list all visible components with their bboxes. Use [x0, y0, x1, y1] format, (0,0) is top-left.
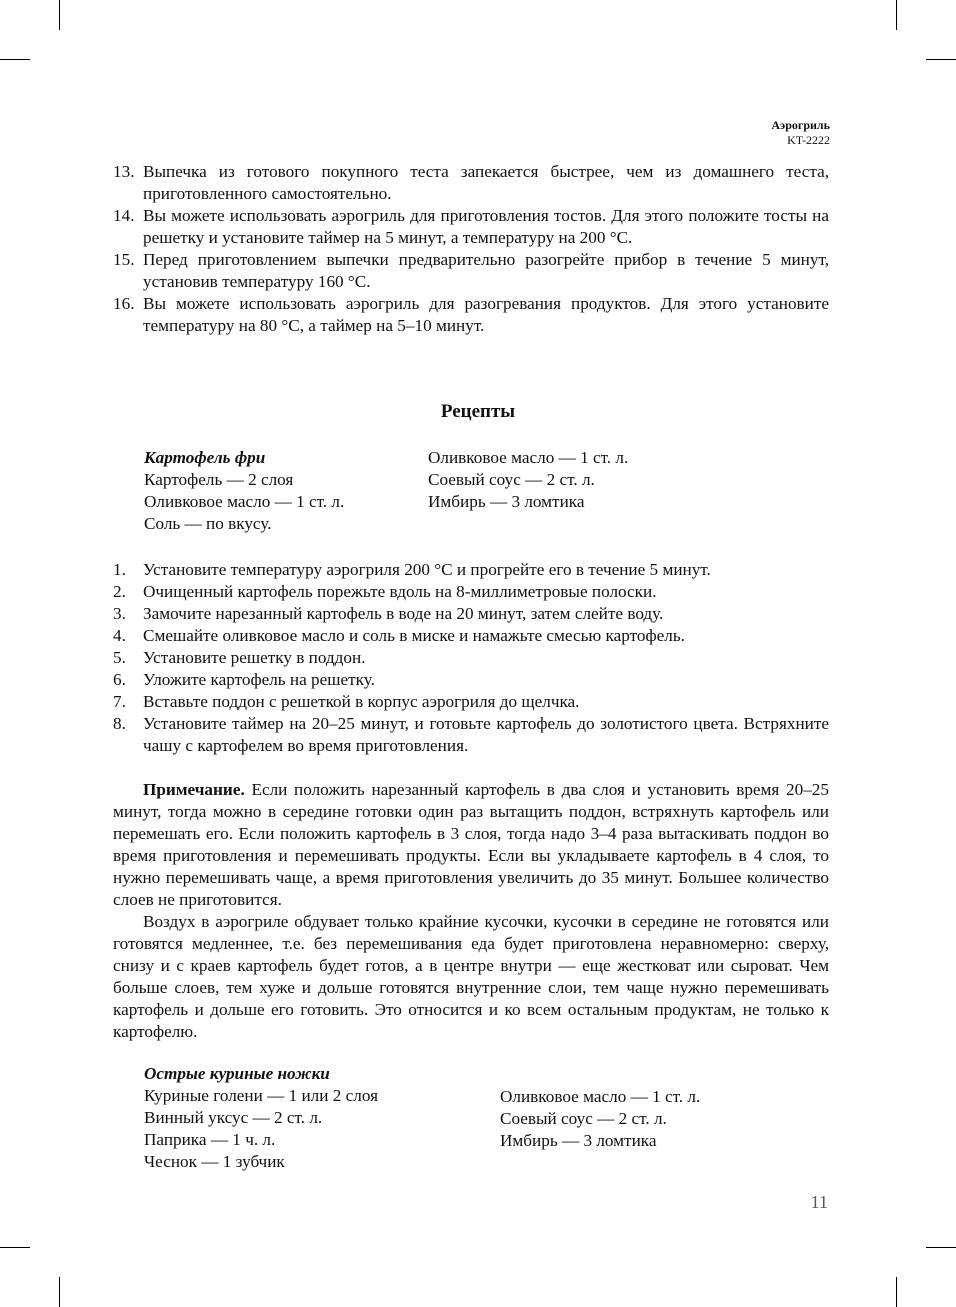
crop-mark [926, 1247, 956, 1248]
steps-list [113, 559, 829, 757]
ingredient: Соевый соус — 2 ст. л. [428, 470, 595, 489]
ingredient: Оливковое масло — 1 ст. л. [144, 492, 345, 511]
step-number: 4. [113, 626, 126, 645]
ingredient: Оливковое масло — 1 ст. л. [428, 448, 629, 467]
list-item [113, 205, 829, 249]
step-text: Вставьте поддон с решеткой в корпус аэрогриля до щелчка. [143, 692, 580, 711]
step-number: 3. [113, 604, 126, 623]
list-item [113, 669, 829, 691]
list-item [113, 647, 829, 669]
ingredient: Чеснок — 1 зубчик [144, 1152, 285, 1171]
ingredient: Имбирь — 3 ломтика [500, 1131, 657, 1150]
item-number: 14. [113, 206, 135, 225]
crop-mark [896, 0, 897, 30]
item-text: Вы можете использовать аэрогриль для разогревания продуктов. Для этого установите температуру на 80 °С, а таймер на 5–10 минут. [143, 294, 829, 335]
step-text: Смешайте оливковое масло и соль в миске и намажьте смесью картофель. [143, 626, 685, 645]
crop-mark [0, 1247, 30, 1248]
step-number: 5. [113, 648, 126, 667]
ingredient: Винный уксус — 2 ст. л. [144, 1108, 323, 1127]
ingredient: Куриные голени — 1 или 2 слоя [144, 1086, 379, 1105]
step-text: Уложите картофель на решетку. [143, 670, 375, 689]
running-header [771, 118, 830, 148]
ingredients-column-right [500, 1086, 700, 1173]
step-text: Установите температуру аэрогриля 200 °С и прогрейте его в течение 5 минут. [143, 560, 711, 579]
item-text: Вы можете использовать аэрогриль для приготовления тостов. Для этого положите тосты на решетку и установите таймер на 5 минут, а температуру на 200 °С. [143, 206, 829, 247]
step-text: Установите решетку в поддон. [143, 648, 366, 667]
header-model: KT-2222 [787, 133, 830, 147]
list-item [113, 161, 829, 205]
tips-list [113, 161, 829, 337]
list-item [113, 293, 829, 337]
list-item [113, 713, 829, 757]
step-text: Замочите нарезанный картофель в воде на 20 минут, затем слейте воду. [143, 604, 664, 623]
step-number: 6. [113, 670, 126, 689]
ingredients-column-left [144, 469, 428, 535]
crop-mark [926, 59, 956, 60]
list-item [113, 603, 829, 625]
note-paragraph [113, 779, 829, 911]
tips-section [113, 161, 829, 337]
recipe-fries [113, 447, 829, 1043]
crop-mark [896, 1277, 897, 1307]
step-number: 2. [113, 582, 126, 601]
crop-mark [0, 59, 30, 60]
item-text: Перед приготовлением выпечки предварительно разогрейте прибор в течение 5 минут, установив температуру 160 °С. [143, 250, 829, 291]
recipe-title: Острые куриные ножки [144, 1064, 330, 1083]
recipe-chicken [113, 1063, 829, 1173]
ingredient: Картофель — 2 слоя [144, 470, 294, 489]
item-number: 13. [113, 162, 135, 181]
step-text: Очищенный картофель порежьте вдоль на 8-миллиметровые полоски. [143, 582, 657, 601]
list-item [113, 691, 829, 713]
ingredient: Оливковое масло — 1 ст. л. [500, 1087, 701, 1106]
recipe-title: Картофель фри [144, 448, 266, 467]
crop-mark [59, 1277, 60, 1307]
list-item [113, 581, 829, 603]
item-text: Выпечка из готового покупного теста запекается быстрее, чем из домашнего теста, приготовленного самостоятельно. [143, 162, 829, 203]
ingredients-column-left [144, 1085, 500, 1173]
list-item [113, 625, 829, 647]
step-text: Установите таймер на 20–25 минут, и готовьте картофель до золотистого цвета. Встряхните чашу с картофелем во время приготовления. [143, 714, 829, 755]
section-title: Рецепты [440, 401, 516, 422]
ingredient: Соль — по вкусу. [144, 514, 272, 533]
ingredient: Паприка — 1 ч. л. [144, 1130, 276, 1149]
ingredient: Имбирь — 3 ломтика [428, 492, 585, 511]
step-number: 8. [113, 714, 126, 733]
crop-mark [59, 0, 60, 30]
step-number: 7. [113, 692, 126, 711]
ingredients [144, 1085, 829, 1173]
step-number: 1. [113, 560, 126, 579]
header-product: Аэрогриль [771, 118, 830, 132]
list-item [113, 559, 829, 581]
note-paragraph-2: Воздух в аэрогриле обдувает только крайние кусочки, кусочки в середине не готовятся или готовятся медленнее, т.е. без перемешивания еда будет приготовлена неравномерно: сверху, снизу и с краев картофель будет готов, а в центре внутри — еще жестковат или сыроват. Чем больше слоев, тем хуже и дольше готовятся внутренние слои, тем чаще нужно перемешивать картофель и дольше его готовить. Это относится и ко всем остальным продуктам, не только к картофелю. [113, 912, 829, 1041]
note-label: Примечание. [143, 780, 245, 799]
ingredient: Соевый соус — 2 ст. л. [500, 1109, 667, 1128]
page-number: 11 [810, 1192, 828, 1212]
item-number: 16. [113, 294, 135, 313]
item-number: 15. [113, 250, 135, 269]
note-text: Если положить нарезанный картофель в два слоя и установить время 20–25 минут, тогда можно в середине готовки один раз вытащить поддон, встряхнуть картофель или перемешать его. Если положить картофель в 3 слоя, тогда надо 3–4 раза вытаскивать поддон во время приготовления и перемешивать продукты. Если вы укладываете картофель в 4 слоя, то нужно перемешивать чаще, а время приготовления увеличить до 35 минут. Большее количество слоев не приготовится. [113, 780, 829, 909]
ingredients-column-right [428, 447, 628, 535]
list-item [113, 249, 829, 293]
